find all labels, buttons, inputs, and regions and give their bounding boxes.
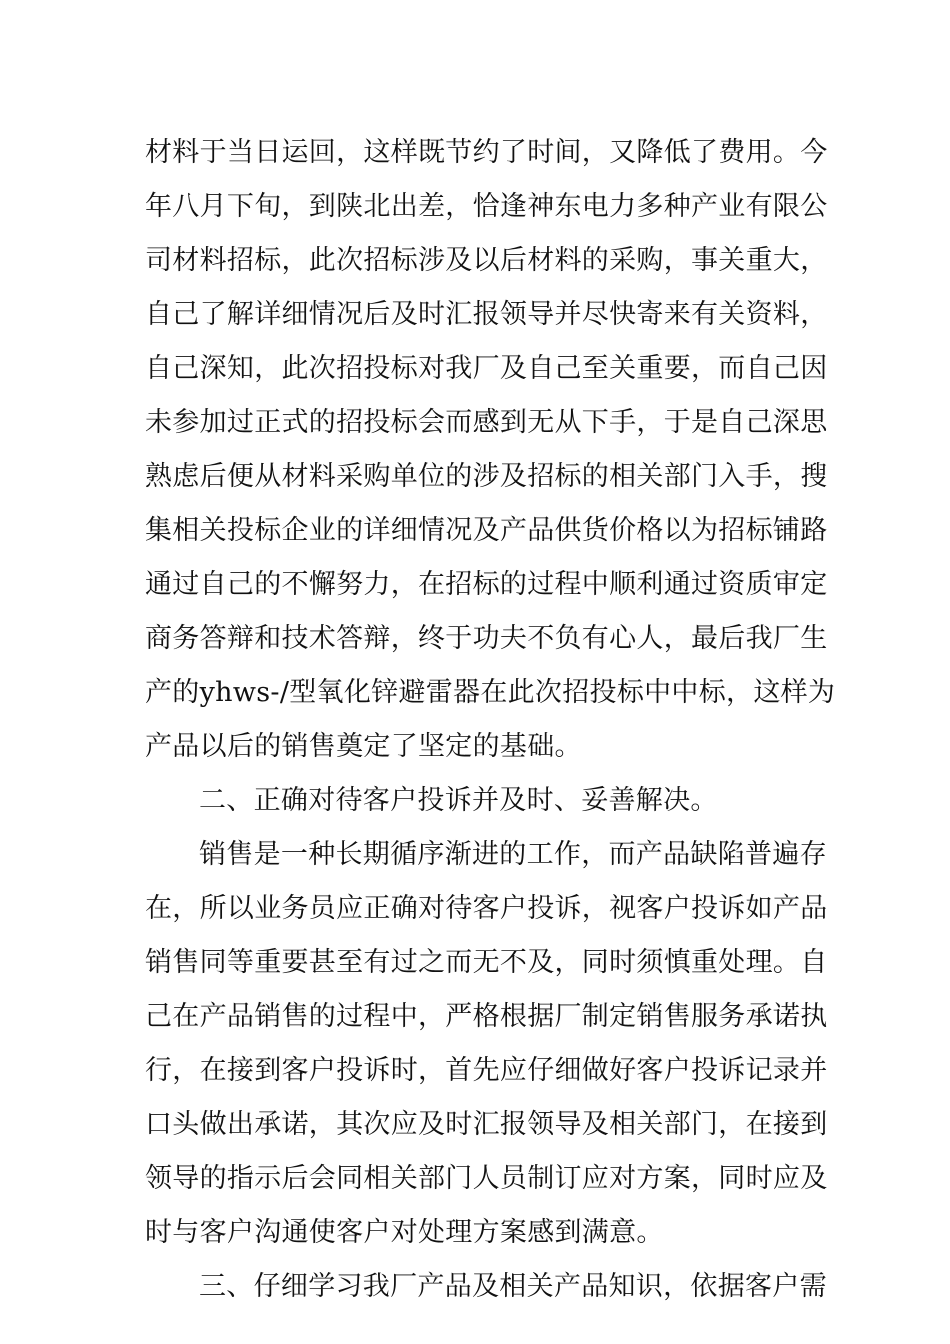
text-line: 产品以后的销售奠定了坚定的基础。	[145, 731, 582, 762]
text-line: 在，所以业务员应正确对待客户投诉，视客户投诉如产品	[145, 893, 828, 924]
text-line: 己在产品销售的过程中，严格根据厂制定销售服务承诺执	[145, 1001, 828, 1032]
text-line: 二、正确对待客户投诉并及时、妥善解决。	[199, 785, 718, 816]
text-line: 司材料招标，此次招标涉及以后材料的采购，事关重大，	[145, 245, 828, 276]
text-line: 集相关投标企业的详细情况及产品供货价格以为招标铺路	[145, 515, 828, 546]
text-line: 行，在接到客户投诉时，首先应仔细做好客户投诉记录并	[145, 1055, 828, 1086]
text-line: 口头做出承诺，其次应及时汇报领导及相关部门，在接到	[145, 1109, 828, 1140]
text-line: 领导的指示后会同相关部门人员制订应对方案，同时应及	[145, 1163, 828, 1194]
text-line: 熟虑后便从材料采购单位的涉及招标的相关部门入手，搜	[145, 461, 828, 492]
text-line: 年八月下旬，到陕北出差，恰逢神东电力多种产业有限公	[145, 191, 828, 222]
text-line: 销售是一种长期循序渐进的工作，而产品缺陷普遍存	[199, 839, 827, 870]
text-line: 产的yhws-/型氧化锌避雷器在此次招投标中中标，这样为	[145, 677, 836, 708]
document-body	[145, 126, 836, 1314]
text-line: 自己了解详细情况后及时汇报领导并尽快寄来有关资料，	[145, 299, 828, 330]
text-line: 三、仔细学习我厂产品及相关产品知识，依据客户需	[199, 1271, 827, 1302]
text-line: 销售同等重要甚至有过之而无不及，同时须慎重处理。自	[145, 947, 828, 978]
text-line: 通过自己的不懈努力，在招标的过程中顺利通过资质审定	[145, 569, 828, 600]
text-line: 商务答辩和技术答辩，终于功夫不负有心人，最后我厂生	[145, 623, 828, 654]
text-line: 时与客户沟通使客户对处理方案感到满意。	[145, 1217, 664, 1248]
text-line: 材料于当日运回，这样既节约了时间，又降低了费用。今	[145, 137, 828, 168]
text-line: 未参加过正式的招投标会而感到无从下手，于是自己深思	[145, 407, 828, 438]
text-line: 自己深知，此次招投标对我厂及自己至关重要，而自己因	[145, 353, 828, 384]
